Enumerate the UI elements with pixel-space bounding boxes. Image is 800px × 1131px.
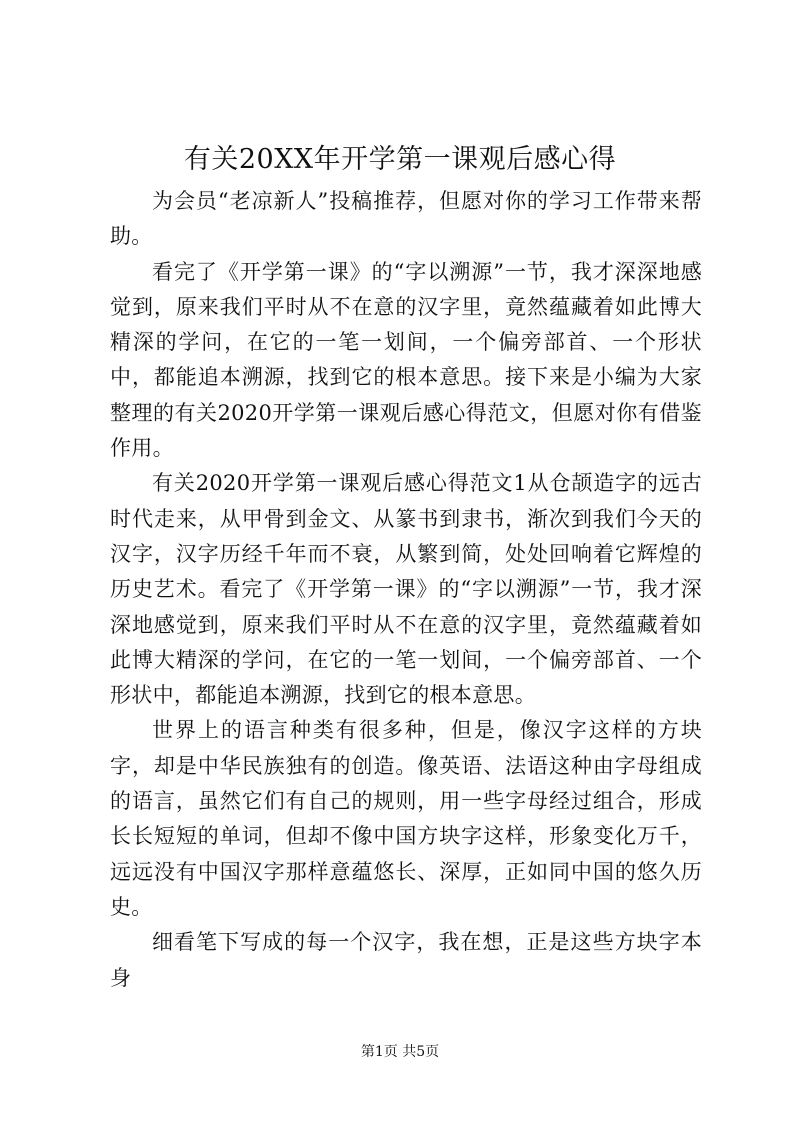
page-number-footer: 第1页 共5页 (360, 1044, 440, 1060)
paragraph-essay-2: 世界上的语言种类有很多种，但是，像汉字这样的方块字，却是中华民族独有的创造。像英语、法语这种由字母组成的语言，虽然它们有自己的规则，用一些字母经过组合，形成长长短短的单词，但却不像中国方块字这样，形象变化万千，远远没有中国汉字那样意蕴悠长、深厚，正如同中国的悠久历史。 (110, 718, 702, 919)
paragraph-summary: 看完了《开学第一课》的“字以溯源”一节，我才深深地感觉到，原来我们平时从不在意的汉字里，竟然蕴藏着如此博大精深的学问，在它的一笔一划间，一个偏旁部首、一个形状中，都能追本溯源，找到它的根本意思。接下来是小编为大家整理的有关2020开学第一课观后感心得范文，但愿对你有借鉴作用。 (110, 259, 702, 461)
document-body (110, 184, 702, 996)
paragraph-essay-3: 细看笔下写成的每一个汉字，我在想，正是这些方块字本身 (110, 930, 702, 990)
paragraph-essay-1: 有关2020开学第一课观后感心得范文1从仓颉造字的远古时代走来，从甲骨到金文、从篆书到隶书，渐次到我们今天的汉字，汉字历经千年而不衰，从繁到简，处处回响着它辉煌的历史艺术。看完了《开学第一课》的“字以溯源”一节，我才深深地感觉到，原来我们平时从不在意的汉字里，竟然蕴藏着如此博大精深的学问，在它的一笔一划间，一个偏旁部首、一个形状中，都能追本溯源，找到它的根本意思。 (110, 471, 702, 708)
paragraph-intro: 为会员“老凉新人”投稿推荐，但愿对你的学习工作带来帮助。 (110, 189, 702, 249)
document-title: 有关20XX年开学第一课观后感心得 (183, 144, 617, 175)
